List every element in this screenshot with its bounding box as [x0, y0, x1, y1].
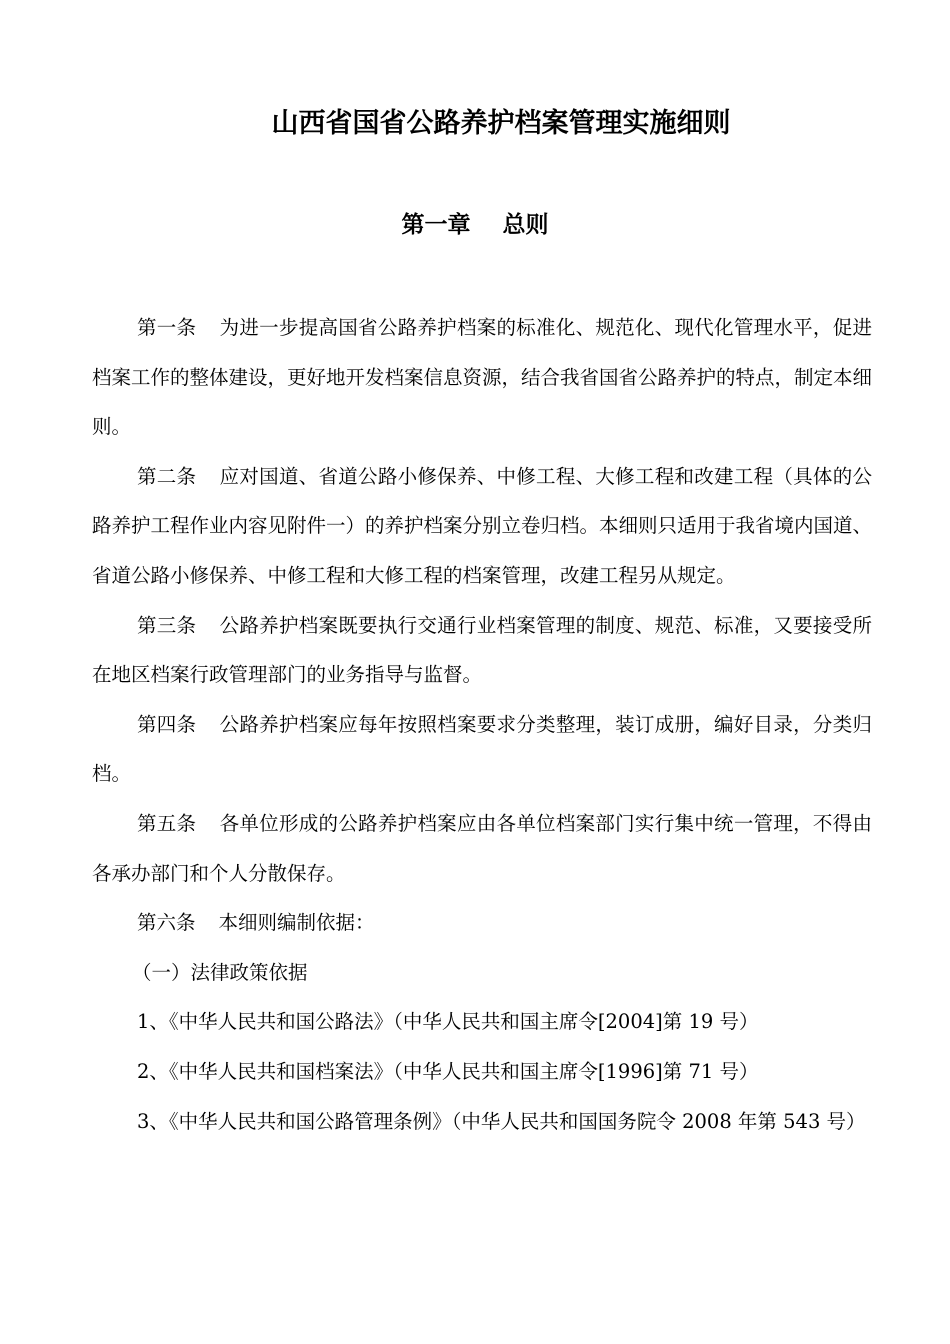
article-6 [92, 898, 872, 948]
list-item: 2、《中华人民共和国档案法》（中华人民共和国主席令[1996]第 71 号） [137, 1059, 759, 1083]
subsection-heading: （一）法律政策依据 [132, 960, 308, 984]
article-3 [92, 601, 872, 700]
article-text: 公路养护档案既要执行交通行业档案管理的制度、规范、标准，又要接受所在地区档案行政管理部门的业务指导与监督。 [92, 613, 872, 687]
article-text: 本细则编制依据： [218, 911, 375, 935]
article-label: 第三条 [137, 613, 197, 637]
article-4 [92, 700, 872, 799]
document-body [92, 303, 872, 1146]
article-5 [92, 799, 872, 898]
article-1 [92, 303, 872, 452]
article-label: 第一条 [137, 316, 197, 339]
article-label: 第四条 [137, 712, 197, 736]
article-label: 第六条 [137, 911, 196, 935]
article-label: 第二条 [137, 464, 197, 488]
article-2 [92, 452, 872, 601]
article-label: 第五条 [137, 811, 197, 835]
article-text: 为进一步提高国省公路养护档案的标准化、规范化、现代化管理水平，促进档案工作的整体建设，更好地开发档案信息资源，结合我省国省公路养护的特点，制定本细则。 [92, 316, 873, 439]
list-item: 1、《中华人民共和国公路法》（中华人民共和国主席令[2004]第 19 号） [137, 1010, 759, 1034]
article-text: 公路养护档案应每年按照档案要求分类整理，装订成册，编好目录，分类归档。 [92, 712, 872, 786]
document-title: 山西省国省公路养护档案管理实施细则 [271, 108, 731, 139]
list-item: 3、《中华人民共和国公路管理条例》（中华人民共和国国务院令 2008 年第 543 号） [137, 1109, 866, 1133]
article-text: 应对国道、省道公路小修保养、中修工程、大修工程和改建工程（具体的公路养护工程作业内容见附件一）的养护档案分别立卷归档。本细则只适用于我省境内国道、省道公路小修保养、中修工程和大修工程的档案管理，改建工程另从规定。 [92, 464, 873, 587]
chapter-heading: 第一章 总则 [401, 212, 549, 238]
article-text: 各单位形成的公路养护档案应由各单位档案部门实行集中统一管理，不得由各承办部门和个人分散保存。 [92, 811, 872, 885]
